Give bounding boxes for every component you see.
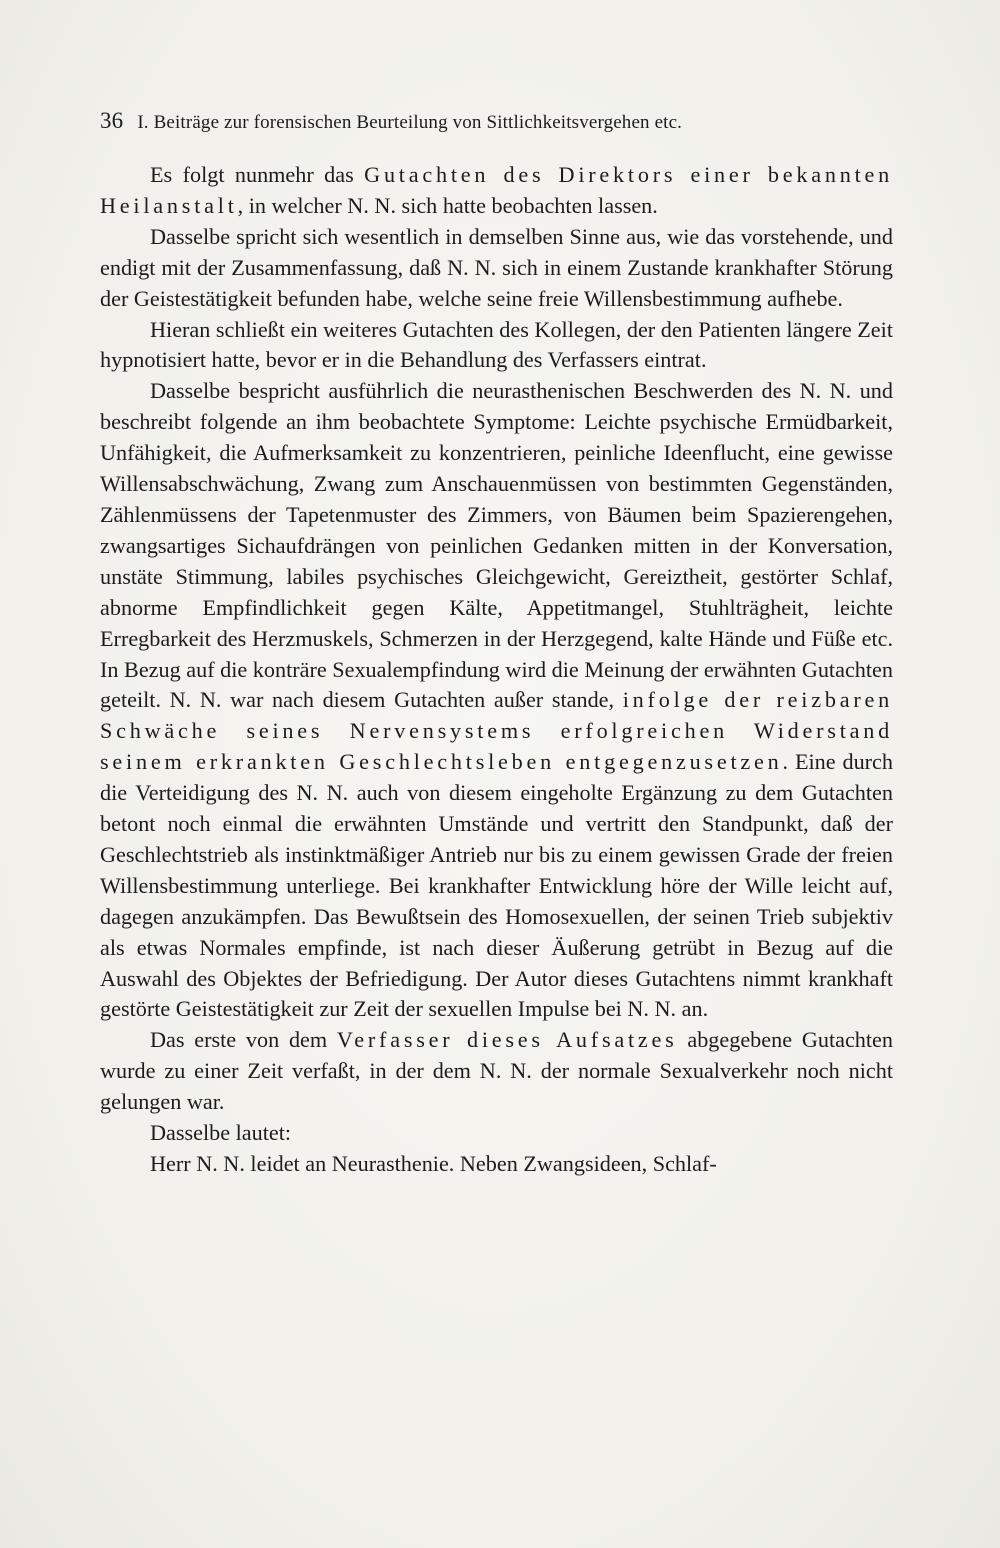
spaced-emphasis: Verfasser dieses Aufsatzes bbox=[336, 1027, 678, 1053]
paragraph bbox=[100, 222, 893, 315]
text-run: abgegebene Gutachten wurde zu einer Zeit verfaßt, in der dem N. N. der normale Sexualverkehr noch nicht gelungen war. bbox=[100, 1027, 893, 1115]
text-run: Hieran schließt ein weiteres Gutachten des Kollegen, der den Patienten längere Zeit hypnotisiert hatte, bevor er in die Behandlung des Verfassers eintrat. bbox=[100, 316, 893, 373]
text-run: . Eine durch die Verteidigung des N. N. auch von diesem eingeholte Ergänzung zu dem Gutachten betont noch einmal die erwähnten Umstände und vertritt den Standpunkt, daß der Geschlechtstrieb als instinktmäßiger Antrieb nur bis zu einem gewissen Grade der freien Willensbestimmung unterliege. Bei krankhafter Entwicklung höre der Wille leicht auf, dagegen anzukämpfen. Das Bewußtsein des Homosexuellen, der seinen Trieb subjektiv als etwas Normales empfinde, ist nach dieser Äußerung getrübt in Bezug auf die Auswahl des Objektes der Befriedigung. Der Autor dieses Gutachtens nimmt krankhaft gestörte Geistestätigkeit zur Zeit der sexuellen Impulse bei N. N. an. bbox=[100, 749, 893, 1022]
body-text bbox=[100, 160, 893, 1180]
text-run: Herr N. N. leidet an Neurasthenie. Neben Zwangsideen, Schlaf- bbox=[150, 1151, 717, 1176]
spaced-emphasis: Gutachten des Direktors einer bekannten Heilanstalt bbox=[100, 162, 893, 218]
paragraph bbox=[100, 376, 893, 1025]
text-run: Das erste von dem bbox=[150, 1027, 337, 1053]
text-run: Dasselbe lautet: bbox=[150, 1120, 292, 1146]
text-run: Dasselbe spricht sich wesentlich in demselben Sinne aus, wie das vorstehende, und endigt mit der Zusammenfassung, daß N. N. sich in einem Zustande krankhafter Störung der Geistestätigkeit befunden habe, welche seine freie Willensbestimmung aufhebe. bbox=[100, 223, 893, 311]
paragraph bbox=[100, 160, 893, 222]
text-run: Dasselbe bespricht ausführlich die neurasthenischen Beschwerden des N. N. und beschreibt folgende an ihm beobachtete Symptome: Leichte psychische Ermüdbarkeit, Unfähigkeit, die Aufmerksamkeit zu konzentrieren, peinliche Ideenflucht, eine gewisse Willensabschwächung, Zwang zum Anschauenmüssen von bestimmten Gegenständen, Zählenmüssens der Tapetenmuster des Zimmers, von Bäumen beim Spazierengehen, zwangsartiges Sichaufdrängen von peinlichen Gedanken mitten in der Konversation, unstäte Stimmung, labiles psychisches Gleichgewicht, Gereiztheit, gestörter Schlaf, abnorme Empfindlichkeit gegen Kälte, Appetitmangel, Stuhlträgheit, leichte Erregbarkeit des Herzmuskels, Schmerzen in der Herzgegend, kalte Hände und Füße etc. In Bezug auf die konträre Sexualempfindung wird die Meinung der erwähnten Gutachten geteilt. N. N. war nach diesem Gutachten außer stande, bbox=[100, 378, 893, 713]
paragraph bbox=[100, 315, 893, 377]
page-number: 36 bbox=[100, 108, 124, 133]
text-run: , in welcher N. N. sich hatte beobachten lassen. bbox=[237, 192, 658, 218]
paragraph bbox=[100, 1025, 893, 1118]
paragraph bbox=[100, 1149, 893, 1180]
text-run: Es folgt nunmehr das bbox=[150, 162, 365, 187]
spaced-emphasis: infolge der reizbaren Schwäche seines Nervensystems erfolgreichen Widerstand seinem erkrankten Geschlechtsleben entgegenzusetzen bbox=[100, 687, 894, 775]
running-head bbox=[100, 108, 900, 134]
running-title: I. Beiträge zur forensischen Beurteilung von Sittlichkeitsvergehen etc. bbox=[137, 112, 683, 133]
paragraph bbox=[100, 1118, 893, 1149]
